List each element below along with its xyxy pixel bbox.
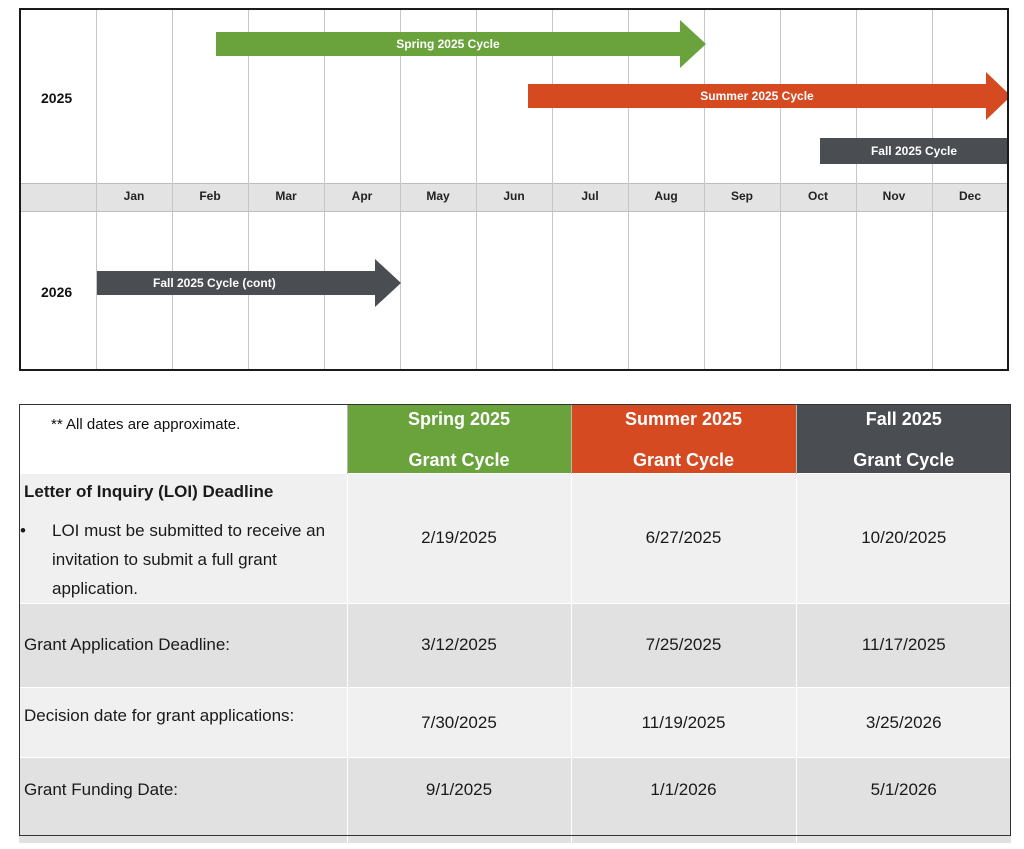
table-row-decision-date (19, 687, 1011, 757)
month-label-sep: Sep (730, 189, 753, 203)
month-label-dec: Dec (958, 189, 981, 203)
row-label: Grant Application Deadline: (19, 603, 347, 687)
spring-date: 3/12/2025 (347, 603, 571, 687)
summer-date: 1/1/2026 (571, 757, 796, 843)
summer-cycle-label: Summer 2025 Cycle (528, 84, 986, 108)
month-label-jun: Jun (503, 189, 525, 203)
month-label-jan: Jan (123, 189, 145, 203)
loi-summer-date: 6/27/2025 (571, 473, 796, 603)
bullet-dot: • (20, 520, 26, 540)
spring-cycle-label: Spring 2025 Cycle (216, 32, 680, 56)
loi-label-cell (19, 473, 347, 603)
spring-arrowhead (680, 20, 706, 68)
header-spring-cycle (347, 404, 571, 473)
grant-schedule-table (19, 404, 1011, 843)
month-label-feb: Feb (199, 189, 221, 203)
table-row-application-deadline (19, 603, 1011, 687)
month-label-may: May (426, 189, 450, 203)
fall-date: 11/17/2025 (796, 603, 1011, 687)
table-row-funding-date (19, 757, 1011, 843)
grant-cycle-timeline (19, 8, 1009, 371)
header-summer-line1: Summer 2025 (624, 409, 743, 430)
header-summer-cycle (571, 404, 796, 473)
spring-date: 9/1/2025 (347, 757, 571, 843)
loi-title: Letter of Inquiry (LOI) Deadline (24, 481, 274, 501)
spring-date: 7/30/2025 (347, 687, 571, 757)
year-label-2025: 2025 (41, 90, 73, 106)
summer-date: 11/19/2025 (571, 687, 796, 757)
header-row (19, 404, 1011, 473)
month-label-aug: Aug (654, 189, 678, 203)
fall-date: 3/25/2026 (796, 687, 1011, 757)
header-summer-line2: Grant Cycle (632, 450, 735, 471)
fall-cont-arrowhead (375, 259, 401, 307)
header-spring-line2: Grant Cycle (408, 450, 510, 471)
header-fall-line2: Grant Cycle (853, 450, 955, 471)
table-row-loi (19, 473, 1011, 603)
summer-arrowhead (986, 72, 1009, 120)
month-label-apr: Apr (351, 189, 373, 203)
month-label-oct: Oct (807, 189, 828, 203)
summer-date: 7/25/2025 (571, 603, 796, 687)
loi-spring-date: 2/19/2025 (347, 473, 571, 603)
loi-fall-date: 10/20/2025 (796, 473, 1011, 603)
loi-bullet (20, 516, 347, 603)
month-label-nov: Nov (882, 189, 906, 203)
header-fall-cycle (796, 404, 1011, 473)
fall-date: 5/1/2026 (796, 757, 1011, 843)
fall-cont-label: Fall 2025 Cycle (cont) (97, 271, 375, 295)
row-label: Decision date for grant applications: (19, 687, 347, 757)
month-label-mar: Mar (275, 189, 297, 203)
summer-cycle-arrow (528, 72, 1009, 120)
loi-bullet-text: LOI must be submitted to receive an invitation to submit a full grant application. (52, 520, 326, 598)
year-label-2026: 2026 (41, 284, 73, 300)
row-label: Grant Funding Date: (19, 757, 347, 843)
header-fall-line1: Fall 2025 (865, 409, 942, 430)
approximate-dates-note: ** All dates are approximate. (19, 404, 347, 473)
fall-cycle-bar: Fall 2025 Cycle (820, 138, 1008, 164)
header-spring-line1: Spring 2025 (407, 409, 511, 430)
month-label-jul: Jul (581, 189, 599, 203)
spring-cycle-arrow (216, 20, 706, 68)
fall-cont-arrow (97, 259, 401, 307)
